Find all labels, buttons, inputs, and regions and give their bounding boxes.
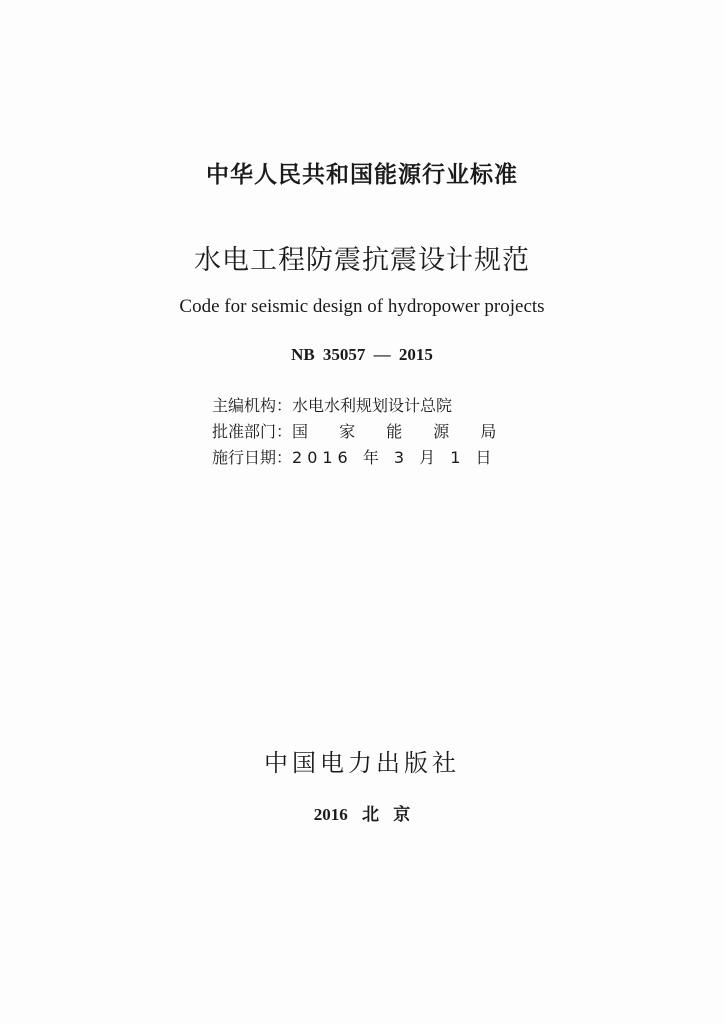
effective-date-label: 施行日期： <box>212 448 293 467</box>
metadata-block <box>212 393 509 471</box>
standard-number: NB 35057 — 2015 <box>291 345 433 364</box>
chief-editor-value: 水电水利规划设计总院 <box>292 396 453 415</box>
chief-editor-row <box>212 393 509 419</box>
effective-date-value: 2016 年 3 月 1 日 <box>292 448 497 467</box>
chinese-title: 水电工程防震抗震设计规范 <box>194 245 530 276</box>
chief-editor-label: 主编机构： <box>212 396 293 415</box>
approval-label: 批准部门： <box>212 422 293 441</box>
approval-row <box>212 419 509 445</box>
effective-date-row <box>212 445 509 471</box>
approval-value: 国 家 能 源 局 <box>292 422 510 441</box>
publisher-name: 中国电力出版社 <box>264 749 460 777</box>
english-title: Code for seismic design of hydropower projects <box>179 296 545 317</box>
publication-year-place: 2016 北 京 <box>313 805 411 824</box>
standard-category-heading: 中华人民共和国能源行业标准 <box>206 162 518 188</box>
